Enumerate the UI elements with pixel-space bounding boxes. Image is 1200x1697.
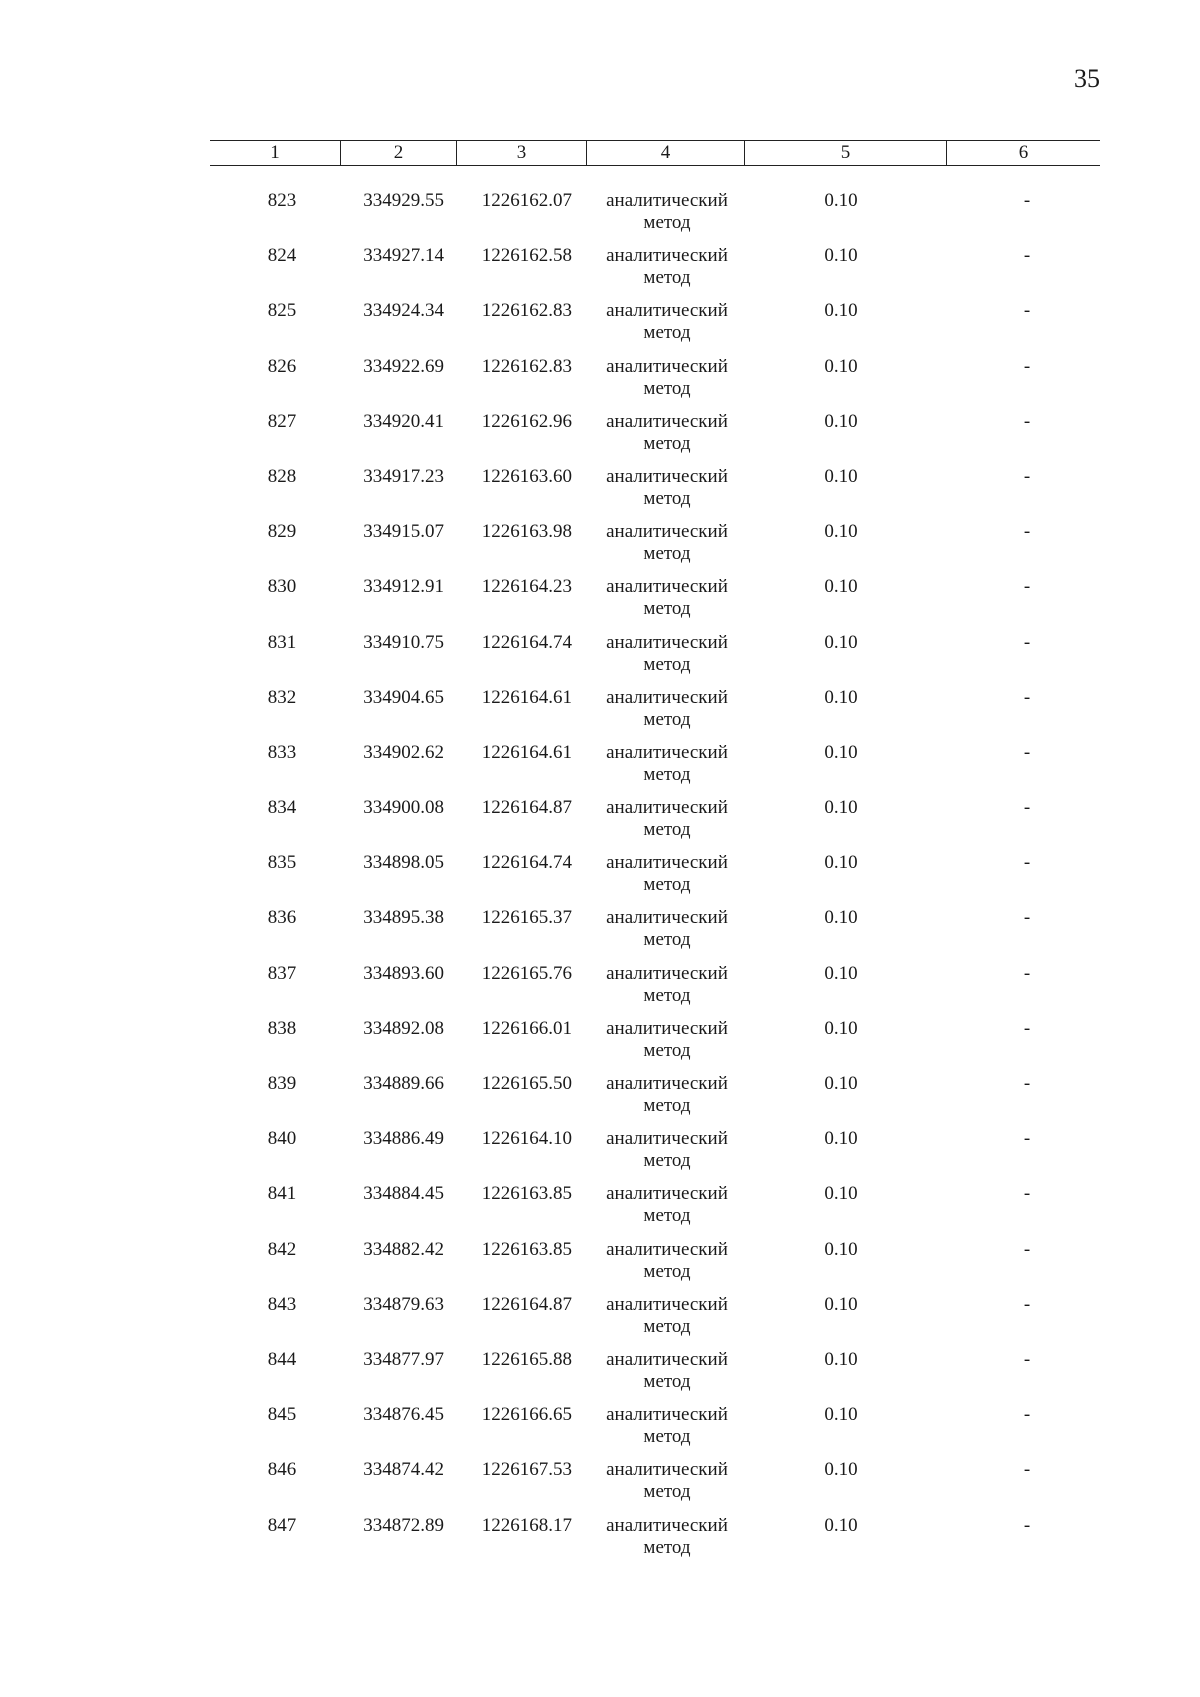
coord-x-cell: 334886.49: [363, 1128, 444, 1150]
method-cell: [586, 797, 744, 852]
coord-y-cell: 1226164.10: [481, 1128, 572, 1150]
method-line-2: метод: [643, 1426, 691, 1448]
coord-x-cell: 334893.60: [363, 962, 444, 984]
coord-x-cell: 334879.63: [363, 1293, 444, 1315]
point-number-cell: 828: [267, 465, 297, 487]
coord-x-cell: 334892.08: [363, 1017, 444, 1039]
table-row: [210, 1294, 1100, 1349]
coord-y-cell: 1226164.61: [481, 741, 572, 763]
note-cell: -: [1023, 686, 1031, 708]
coord-y-cell: 1226163.60: [481, 465, 572, 487]
method-line-1: аналитический: [606, 465, 728, 487]
coord-y-cell: 1226166.01: [481, 1017, 572, 1039]
method-line-2: метод: [643, 874, 691, 896]
point-number-cell: 845: [267, 1404, 297, 1426]
method-line-1: аналитический: [606, 1238, 728, 1260]
method-line-2: метод: [643, 1260, 691, 1282]
coord-y-cell: 1226167.53: [481, 1459, 572, 1481]
table-row: [210, 632, 1100, 687]
coord-y-cell: 1226168.17: [481, 1514, 572, 1536]
method-line-1: аналитический: [606, 355, 728, 377]
point-number-cell: 847: [267, 1514, 297, 1536]
method-line-2: метод: [643, 1536, 691, 1558]
accuracy-cell: 0.10: [824, 631, 858, 653]
point-number-cell: 833: [267, 741, 297, 763]
method-line-2: метод: [643, 487, 691, 509]
coord-y-cell: 1226164.61: [481, 686, 572, 708]
method-cell: [586, 245, 744, 300]
method-line-1: аналитический: [606, 686, 728, 708]
coord-x-cell: 334895.38: [363, 907, 444, 929]
table-row: [210, 797, 1100, 852]
note-cell: -: [1023, 245, 1031, 267]
note-cell: -: [1023, 741, 1031, 763]
table-header: [210, 140, 1100, 166]
note-cell: -: [1023, 1459, 1031, 1481]
method-line-1: аналитический: [606, 300, 728, 322]
method-line-2: метод: [643, 322, 691, 344]
note-cell: -: [1023, 1293, 1031, 1315]
method-line-1: аналитический: [606, 245, 728, 267]
note-cell: -: [1023, 962, 1031, 984]
point-number-cell: 823: [267, 190, 297, 211]
coord-y-cell: 1226163.98: [481, 521, 572, 543]
accuracy-cell: 0.10: [824, 245, 858, 267]
method-line-2: метод: [643, 432, 691, 454]
table-row: [210, 1018, 1100, 1073]
coord-x-cell: 334920.41: [363, 410, 444, 432]
method-line-2: метод: [643, 377, 691, 399]
table-row: [210, 356, 1100, 411]
point-number-cell: 832: [267, 686, 297, 708]
table-row: [210, 963, 1100, 1018]
method-cell: [586, 687, 744, 742]
header-col-6: 6: [946, 141, 1100, 165]
method-line-2: метод: [643, 1095, 691, 1116]
coord-x-cell: 334924.34: [363, 300, 444, 322]
page-number: 35: [1074, 64, 1100, 93]
method-cell: [586, 1349, 744, 1404]
coord-x-cell: 334882.42: [363, 1238, 444, 1260]
header-col-2: 2: [340, 141, 456, 165]
accuracy-cell: 0.10: [824, 962, 858, 984]
coord-x-cell: 334929.55: [363, 190, 444, 211]
table-row: [210, 687, 1100, 742]
coord-y-cell: 1226163.85: [481, 1183, 572, 1205]
method-line-2: метод: [643, 598, 691, 620]
method-line-2: метод: [643, 1205, 691, 1227]
method-line-1: аналитический: [606, 1128, 728, 1150]
point-number-cell: 846: [267, 1459, 297, 1481]
method-line-1: аналитический: [606, 521, 728, 543]
coord-x-cell: 334900.08: [363, 797, 444, 819]
note-cell: -: [1023, 521, 1031, 543]
accuracy-cell: 0.10: [824, 1128, 858, 1150]
table-row: [210, 742, 1100, 797]
point-number-cell: 843: [267, 1293, 297, 1315]
coord-y-cell: 1226162.58: [481, 245, 572, 267]
point-number-cell: 830: [267, 576, 297, 598]
method-line-1: аналитический: [606, 1404, 728, 1426]
header-col-1: 1: [270, 142, 280, 163]
method-line-2: метод: [643, 929, 691, 951]
table-row: [210, 521, 1100, 576]
note-cell: -: [1023, 631, 1031, 653]
coord-y-cell: 1226164.23: [481, 576, 572, 598]
note-cell: -: [1023, 852, 1031, 874]
accuracy-cell: 0.10: [824, 1459, 858, 1481]
accuracy-cell: 0.10: [824, 797, 858, 819]
method-line-1: аналитический: [606, 576, 728, 598]
table-row: [210, 576, 1100, 631]
coord-x-cell: 334898.05: [363, 852, 444, 874]
accuracy-cell: 0.10: [824, 1183, 858, 1205]
coord-x-cell: 334874.42: [363, 1459, 444, 1481]
point-number-cell: 834: [267, 797, 297, 819]
accuracy-cell: 0.10: [824, 521, 858, 543]
note-cell: -: [1023, 465, 1031, 487]
coord-y-cell: 1226162.96: [481, 410, 572, 432]
point-number-cell: 837: [267, 962, 297, 984]
method-line-1: аналитический: [606, 1183, 728, 1205]
coord-x-cell: 334904.65: [363, 686, 444, 708]
table-row: [210, 1073, 1100, 1128]
coord-x-cell: 334884.45: [363, 1183, 444, 1205]
method-line-1: аналитический: [606, 741, 728, 763]
coord-y-cell: 1226164.87: [481, 797, 572, 819]
method-line-1: аналитический: [606, 1293, 728, 1315]
note-cell: -: [1023, 1238, 1031, 1260]
method-line-2: метод: [643, 819, 691, 841]
method-cell: [586, 1128, 744, 1183]
method-line-1: аналитический: [606, 1459, 728, 1481]
method-cell: [586, 356, 744, 411]
method-line-1: аналитический: [606, 962, 728, 984]
accuracy-cell: 0.10: [824, 300, 858, 322]
method-line-2: метод: [643, 1039, 691, 1061]
note-cell: -: [1023, 410, 1031, 432]
header-col-4: 4: [586, 141, 744, 165]
point-number-cell: 841: [267, 1183, 297, 1205]
method-line-2: метод: [643, 653, 691, 675]
coord-y-cell: 1226163.85: [481, 1238, 572, 1260]
method-cell: [586, 1239, 744, 1294]
method-cell: [586, 576, 744, 631]
table-row: [210, 1404, 1100, 1459]
coord-x-cell: 334872.89: [363, 1514, 444, 1536]
coord-x-cell: 334922.69: [363, 355, 444, 377]
point-number-cell: 824: [267, 245, 297, 267]
coord-y-cell: 1226164.87: [481, 1293, 572, 1315]
table-row: [210, 466, 1100, 521]
point-number-cell: 844: [267, 1348, 297, 1370]
method-line-1: аналитический: [606, 1348, 728, 1370]
coord-x-cell: 334912.91: [363, 576, 444, 598]
method-cell: [586, 742, 744, 797]
note-cell: -: [1023, 907, 1031, 929]
method-cell: [586, 632, 744, 687]
table-row: [210, 245, 1100, 300]
method-line-1: аналитический: [606, 190, 728, 211]
method-cell: [586, 1515, 744, 1570]
point-number-cell: 836: [267, 907, 297, 929]
point-number-cell: 835: [267, 852, 297, 874]
table-row: [210, 907, 1100, 962]
coord-y-cell: 1226162.83: [481, 355, 572, 377]
method-cell: [586, 1404, 744, 1459]
table-row: [210, 1183, 1100, 1238]
coord-y-cell: 1226164.74: [481, 631, 572, 653]
accuracy-cell: 0.10: [824, 741, 858, 763]
accuracy-cell: 0.10: [824, 190, 858, 211]
table-row: [210, 1128, 1100, 1183]
coord-x-cell: 334876.45: [363, 1404, 444, 1426]
method-cell: [586, 521, 744, 576]
method-cell: [586, 963, 744, 1018]
method-line-2: метод: [643, 267, 691, 289]
note-cell: -: [1023, 1183, 1031, 1205]
accuracy-cell: 0.10: [824, 686, 858, 708]
coord-y-cell: 1226162.83: [481, 300, 572, 322]
note-cell: -: [1023, 1348, 1031, 1370]
method-cell: [586, 1183, 744, 1238]
method-line-2: метод: [643, 1150, 691, 1172]
method-cell: [586, 852, 744, 907]
note-cell: -: [1023, 300, 1031, 322]
coord-x-cell: 334917.23: [363, 465, 444, 487]
method-cell: [586, 1294, 744, 1349]
point-number-cell: 825: [267, 300, 297, 322]
method-cell: [586, 1018, 744, 1073]
accuracy-cell: 0.10: [824, 576, 858, 598]
method-line-1: аналитический: [606, 797, 728, 819]
table-row: [210, 190, 1100, 245]
note-cell: -: [1023, 1128, 1031, 1150]
accuracy-cell: 0.10: [824, 410, 858, 432]
coord-y-cell: 1226165.88: [481, 1348, 572, 1370]
coord-y-cell: 1226165.37: [481, 907, 572, 929]
header-col-3: 3: [456, 141, 586, 165]
table-body: [210, 190, 1100, 1570]
table-row: [210, 1515, 1100, 1570]
note-cell: -: [1023, 1404, 1031, 1426]
point-number-cell: 831: [267, 631, 297, 653]
method-line-2: метод: [643, 212, 691, 233]
method-line-2: метод: [643, 543, 691, 565]
coord-y-cell: 1226165.76: [481, 962, 572, 984]
table-row: [210, 411, 1100, 466]
method-line-2: метод: [643, 1315, 691, 1337]
coord-y-cell: 1226162.07: [481, 190, 572, 211]
accuracy-cell: 0.10: [824, 465, 858, 487]
coord-x-cell: 334927.14: [363, 245, 444, 267]
accuracy-cell: 0.10: [824, 1348, 858, 1370]
point-number-cell: 838: [267, 1017, 297, 1039]
accuracy-cell: 0.10: [824, 1514, 858, 1536]
coord-x-cell: 334910.75: [363, 631, 444, 653]
method-cell: [586, 1073, 744, 1128]
point-number-cell: 840: [267, 1128, 297, 1150]
table-row: [210, 1239, 1100, 1294]
point-number-cell: 827: [267, 410, 297, 432]
coord-x-cell: 334889.66: [363, 1073, 444, 1094]
method-line-1: аналитический: [606, 410, 728, 432]
method-line-1: аналитический: [606, 1017, 728, 1039]
accuracy-cell: 0.10: [824, 1293, 858, 1315]
point-number-cell: 826: [267, 355, 297, 377]
accuracy-cell: 0.10: [824, 852, 858, 874]
method-line-1: аналитический: [606, 852, 728, 874]
method-line-2: метод: [643, 1481, 691, 1503]
method-line-2: метод: [643, 1370, 691, 1392]
accuracy-cell: 0.10: [824, 1073, 858, 1094]
accuracy-cell: 0.10: [824, 1238, 858, 1260]
coord-x-cell: 334915.07: [363, 521, 444, 543]
method-line-1: аналитический: [606, 907, 728, 929]
accuracy-cell: 0.10: [824, 1017, 858, 1039]
coord-y-cell: 1226166.65: [481, 1404, 572, 1426]
note-cell: -: [1023, 1514, 1031, 1536]
coord-y-cell: 1226165.50: [481, 1073, 572, 1094]
coord-y-cell: 1226164.74: [481, 852, 572, 874]
table-row: [210, 1459, 1100, 1514]
method-line-2: метод: [643, 984, 691, 1006]
accuracy-cell: 0.10: [824, 355, 858, 377]
note-cell: -: [1023, 1073, 1031, 1094]
table-row: [210, 1349, 1100, 1404]
point-number-cell: 842: [267, 1238, 297, 1260]
accuracy-cell: 0.10: [824, 907, 858, 929]
method-line-2: метод: [643, 763, 691, 785]
note-cell: -: [1023, 1017, 1031, 1039]
method-line-1: аналитический: [606, 1514, 728, 1536]
coord-x-cell: 334877.97: [363, 1348, 444, 1370]
method-line-2: метод: [643, 708, 691, 730]
note-cell: -: [1023, 576, 1031, 598]
table-row: [210, 300, 1100, 355]
method-cell: [586, 411, 744, 466]
coord-x-cell: 334902.62: [363, 741, 444, 763]
point-number-cell: 829: [267, 521, 297, 543]
method-cell: [586, 1459, 744, 1514]
method-line-1: аналитический: [606, 631, 728, 653]
table-row: [210, 852, 1100, 907]
method-cell: [586, 907, 744, 962]
method-cell: [586, 466, 744, 521]
method-line-1: аналитический: [606, 1073, 728, 1094]
header-col-5: 5: [744, 141, 946, 165]
note-cell: -: [1023, 190, 1031, 211]
note-cell: -: [1023, 797, 1031, 819]
method-cell: [586, 190, 744, 245]
note-cell: -: [1023, 355, 1031, 377]
method-cell: [586, 300, 744, 355]
accuracy-cell: 0.10: [824, 1404, 858, 1426]
point-number-cell: 839: [267, 1073, 297, 1094]
